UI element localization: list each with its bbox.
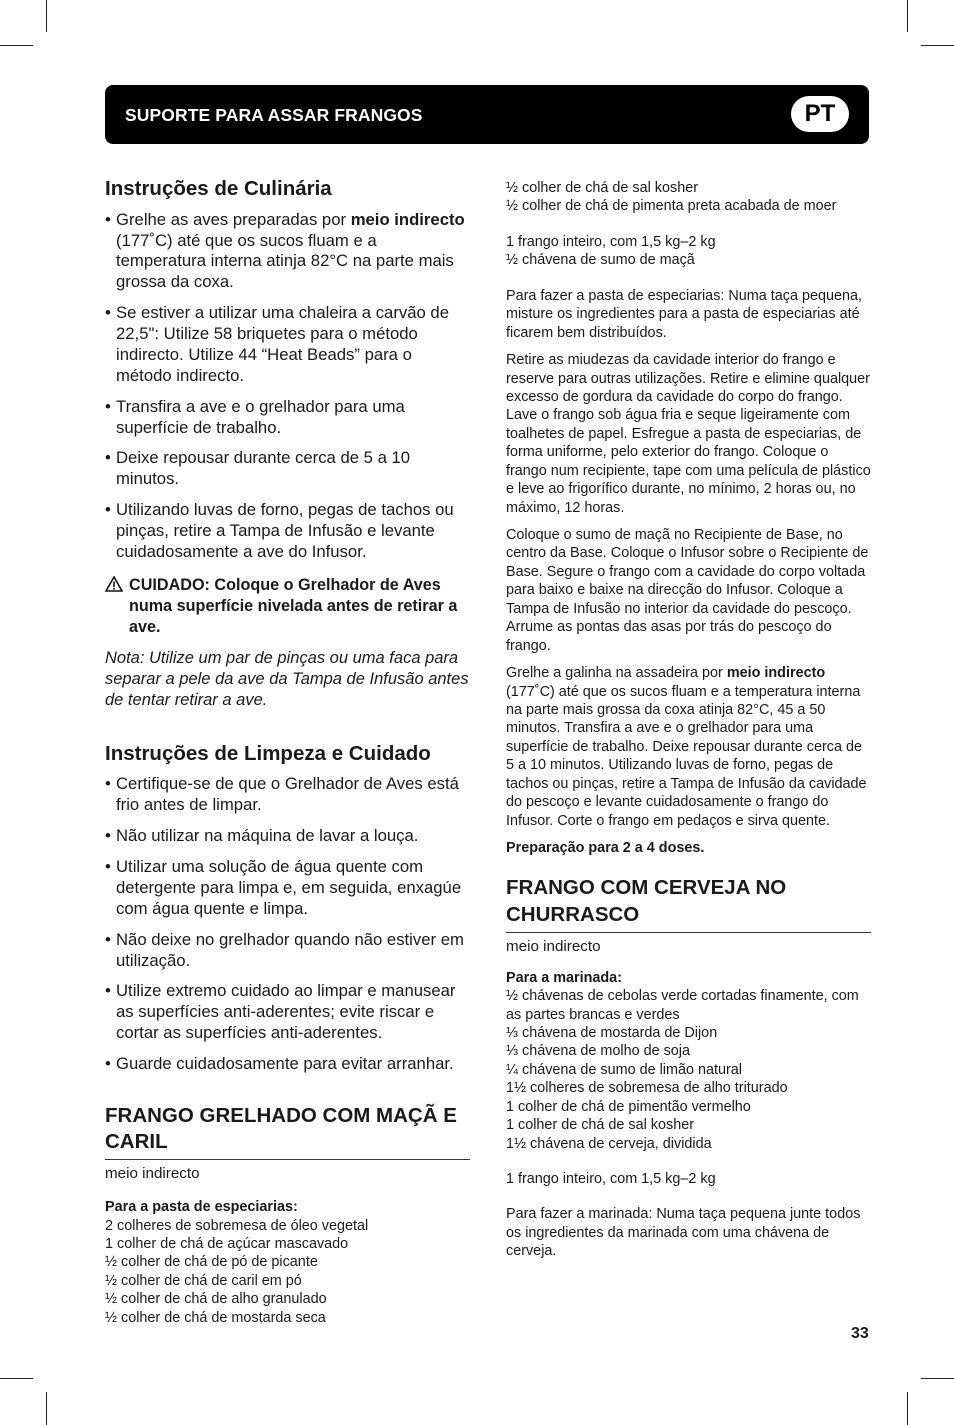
recipe2-title: FRANGO COM CERVEJA NO CHURRASCO <box>506 875 871 932</box>
ingredient-item: ⅓ chávena de mostarda de Dijon <box>506 1024 718 1041</box>
paste-ingredients <box>105 1217 470 1328</box>
marinade-ingredients <box>506 987 871 1153</box>
crop-mark <box>46 0 47 32</box>
list-item: • Certifique-se de que o Grelhador de Aves está frio antes de limpar. <box>105 774 459 815</box>
recipe1-step: Para fazer a pasta de especiarias: Numa taça pequena, misture os ingredientes para a pasta de especiarias até ficarem bem distribuídos. <box>506 287 862 341</box>
crop-mark <box>907 0 908 32</box>
ingredient-item: ½ colher de chá de pimenta preta acabada de moer <box>506 198 837 215</box>
ingredient-item: ½ colher de chá de alho granulado <box>105 1291 327 1308</box>
list-item: • Deixe repousar durante cerca de 5 a 10 minutos. <box>105 448 411 489</box>
ingredient-item: 1½ colheres de sobremesa de alho triturado <box>506 1080 788 1097</box>
recipe1-step: Coloque o sumo de maçã no Recipiente de Base, no centro da Base. Coloque o Infusor sobre o Recipiente de Base. Segure o frango com a cavidade do corpo voltada para baixo e baixe na direcção do Infusor. Coloque a Tampa de Infusão no interior da cavidade do pescoço. Arrume as pontas das asas por trás do pescoço do frango. <box>506 527 869 654</box>
ingredient-item: 1 colher de chá de sal kosher <box>506 1117 694 1134</box>
crop-mark <box>0 45 33 46</box>
crop-mark <box>0 1378 33 1379</box>
ingredient-item: ½ colher de chá de mostarda seca <box>105 1309 326 1326</box>
page-number: 33 <box>851 1325 869 1342</box>
marinade-label: Para a marinada: <box>506 969 622 986</box>
list-item: • Não deixe no grelhador quando não estiver em utilização. <box>105 929 464 970</box>
crop-mark <box>907 1392 908 1425</box>
ingredient-item: ½ colher de chá de sal kosher <box>506 180 698 196</box>
ingredient-item: 1 colher de chá de pimentão vermelho <box>506 1098 751 1115</box>
cooking-heading: Instruções de Culinária <box>105 177 332 200</box>
list-item: • Não utilizar na máquina de lavar a louça. <box>105 826 419 846</box>
list-item: • Utilizar uma solução de água quente com detergente para limpa e, em seguida, enxagúe com água quente e limpa. <box>105 857 462 918</box>
bold-term: meio indirecto <box>350 209 465 229</box>
right-column <box>506 179 871 1261</box>
note-text: Nota: Utilize um par de pinças ou uma faca para separar a pele da ave da Tampa de Infusão antes de tentar retirar a ave. <box>105 648 469 709</box>
ingredient-item: 1 frango inteiro, com 1,5 kg–2 kg <box>506 1171 716 1188</box>
left-column <box>105 176 470 1327</box>
section-header <box>105 85 869 144</box>
servings: Preparação para 2 a 4 doses. <box>506 840 705 856</box>
recipe2-step: Para fazer a marinada: Numa taça pequena junte todos os ingredientes da marinada com uma chávena de cerveja. <box>506 1206 861 1260</box>
recipe2-method: meio indirecto <box>506 937 601 955</box>
list-item: • Guarde cuidadosamente para evitar arranhar. <box>105 1054 454 1074</box>
recipe1-title: FRANGO GRELHADO COM MAÇÃ E CARIL <box>105 1103 470 1160</box>
ingredient-item: 1½ chávena de cerveja, dividida <box>506 1135 712 1152</box>
paste-label: Para a pasta de especiarias: <box>105 1199 298 1216</box>
cleaning-heading: Instruções de Limpeza e Cuidado <box>105 741 431 765</box>
ingredient-item: ½ chávena de sumo de maçã <box>506 252 695 269</box>
header-title: SUPORTE PARA ASSAR FRANGOS <box>125 105 423 125</box>
ingredient-item: 1 colher de chá de açúcar mascavado <box>105 1236 349 1253</box>
list-item: • Transfira a ave e o grelhador para uma superfície de trabalho. <box>105 396 405 437</box>
ingredient-item: ⅓ chávena de molho de soja <box>506 1043 691 1060</box>
crop-mark <box>46 1392 47 1425</box>
ingredient-item: 1 frango inteiro, com 1,5 kg–2 kg <box>506 233 716 250</box>
language-badge: PT <box>791 96 849 132</box>
cleaning-list <box>105 774 470 1075</box>
list-item: • Se estiver a utilizar uma chaleira a carvão de 22,5": Utilize 58 briquetes para o método indirecto. Utilize 44 “Heat Beads” para o método indirecto. <box>105 303 449 385</box>
bold-term: meio indirecto <box>726 665 826 682</box>
list-item: • Utilizando luvas de forno, pegas de tachos ou pinças, retire a Tampa de Infusão e levante cuidadosamente a ave do Infusor. <box>105 500 454 561</box>
list-item: • Utilize extremo cuidado ao limpar e manusear as superfícies anti-aderentes; evite riscar e cortar as superfícies anti-aderentes. <box>105 981 456 1043</box>
paste-ingredients-continued <box>506 179 871 216</box>
recipe1-method: meio indirecto <box>105 1165 200 1183</box>
caution-note: CUIDADO: Coloque o Grelhador de Aves numa superfície nivelada antes de retirar a ave. <box>105 575 470 638</box>
recipe1-step: Retire as miudezas da cavidade interior do frango e reserve para outras utilizações. Retire e elimine qualquer excesso de gordura da cavidade do corpo do frango. Lave o frango sob água fria e seque ligeiramente com toalhetes de papel. Esfregue a pasta de especiarias, de forma uniforme, pelo exterior do frango. Coloque o frango num recipiente, tape com uma película de plástico e leve ao frigorífico durante, no mínimo, 2 horas ou, no máximo, 12 horas. <box>506 352 871 516</box>
ingredient-item: ½ colher de chá de pó de picante <box>105 1254 318 1271</box>
crop-mark <box>921 1378 954 1379</box>
ingredient-item: ½ colher de chá de caril em pó <box>105 1272 302 1289</box>
list-item: • Grelhe as aves preparadas por meio indirecto (177˚C) até que os sucos fluam e a temperatura interna atinja 82°C na parte mais grossa da coxa. <box>105 209 465 292</box>
ingredient-item: ½ chávenas de cebolas verde cortadas finamente, com as partes brancas e verdes <box>506 988 859 1023</box>
ingredient-item: 2 colheres de sobremesa de óleo vegetal <box>105 1217 369 1234</box>
recipe1-step: Grelhe a galinha na assadeira por meio indirecto (177˚C) até que os sucos fluam e a temperatura interna na parte mais grossa da coxa atinja 82°C, 45 a 50 minutos. Transfira a ave e o grelhador para uma superfície de trabalho. Deixe repousar durante cerca de 5 a 10 minutos. Utilizando luvas de forno, pegas de tachos ou pinças, retire a Tampa de Infusão da cavidade do pescoço e levante cuidadosamente o frango do Infusor. Corte o frango em pedaços e sirva quente. <box>506 665 867 829</box>
cooking-list <box>105 210 470 563</box>
crop-mark <box>921 45 954 46</box>
ingredient-item: ¼ chávena de sumo de limão natural <box>506 1061 742 1078</box>
warning-icon <box>105 576 123 592</box>
main-ingredients <box>506 233 871 270</box>
